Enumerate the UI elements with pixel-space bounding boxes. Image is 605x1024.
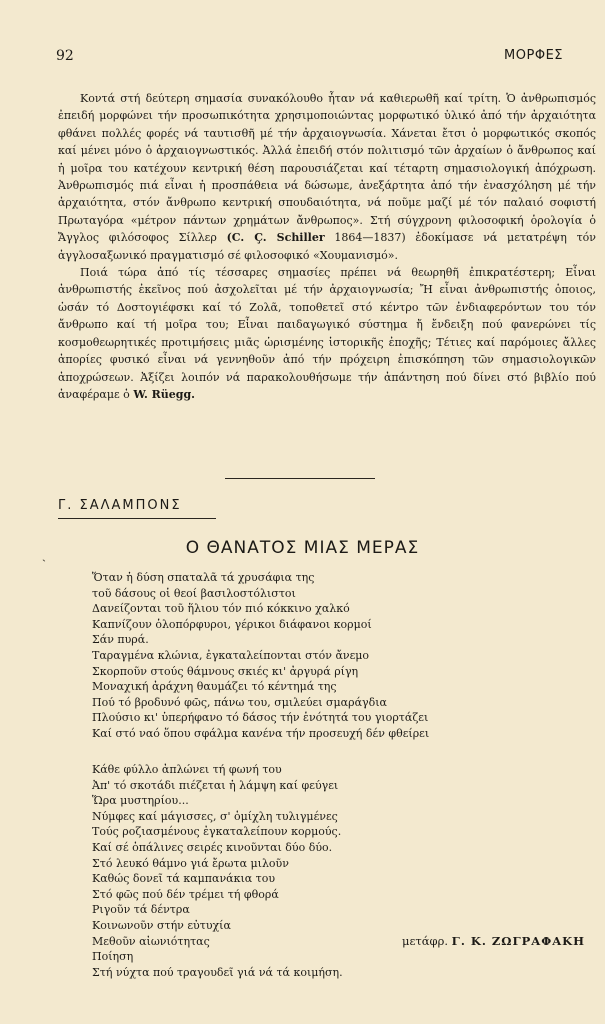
page-number: 92 <box>56 48 74 64</box>
paragraph-1-bold: (C. Ç. Schiller <box>226 231 325 245</box>
poem-line: Στή νύχτα πού τραγουδεῖ γιά νά τά κοιμήση. <box>92 965 343 979</box>
poem-line: Μεθοῦν αἰωνιότητας <box>92 934 210 948</box>
poem-line: Πού τό βροδυνό φῶς, πάνω του, σμιλεύει σμαράγδια <box>92 695 387 709</box>
poem-line: Δανείζονται τοῦ ἥλιου τόν πιό κόκκινο χαλκό <box>92 602 350 616</box>
poem-line: Κάθε φύλλο ἀπλώνει τή φωνή του <box>92 763 282 776</box>
poem-line: Ὥρα μυστηρίου... <box>92 794 189 808</box>
poem-line: Ὅταν ἡ δύση σπαταλᾶ τά χρυσάφια της <box>92 571 315 584</box>
section-divider <box>225 478 375 479</box>
poem-line: Κοινωνοῦν στήν εὐτυχία <box>92 918 231 932</box>
margin-mark: ˎ <box>42 548 46 562</box>
poem-line: Σάν πυρά. <box>92 633 149 647</box>
poem-line: Καί στό ναό ὅπου σφάλμα κανένα τήν προσευχή δέν φθείρει <box>92 726 430 740</box>
poem-line: Τούς ροζιασμένους ἐγκαταλείπουν κορμούς. <box>92 825 342 839</box>
poem-line: Μοναχική ἀράχνη θαυμάζει τό κέντημά της <box>92 680 337 694</box>
poem-line: Ἀπ' τό σκοτάδι πιέζεται ἡ λάμψη καί φεύγει <box>92 778 339 792</box>
translator-prefix: μετάφρ. <box>401 934 448 948</box>
poem-author: Γ. ΣΑΛΑΜΠΟΝΣ <box>58 498 182 513</box>
poem-line: Στό λευκό θάμνο γιά ἔρωτα μιλοῦν <box>92 856 289 870</box>
poem-author-underline <box>58 518 216 519</box>
poem-line: Ποίηση <box>92 950 134 964</box>
poem-line: Σκορποῦν στούς θάμνους σκιές κι' ἀργυρά ρίγη <box>92 664 359 678</box>
poem-line: Καθώς δονεῖ τά καμπανάκια του <box>92 872 276 886</box>
poem-line: τοῦ δάσους οἱ θεοί βασιλοστόλιστοι <box>92 586 296 600</box>
translator-credit <box>402 934 585 948</box>
poem-line: Ριγοῦν τά δέντρα <box>92 903 190 917</box>
paragraph-1 <box>58 90 596 264</box>
paragraph-2 <box>58 264 596 403</box>
poem-line: Πλούσιο κι' ὑπερήφανο τό δάσος τήν ἑνότητά του γιορτάζει <box>92 711 429 725</box>
translator-name: Γ. Κ. ΖΩΓΡΑΦΑΚΗ <box>451 934 585 948</box>
paragraph-1-text: Κοντά στή δεύτερη σημασία συνακόλουθο ἦταν νά καθιερωθῆ καί τρίτη. Ὁ ἀνθρωπισμός ἐπειδή μορφώνει τήν προσωπικότητα χρησιμοποιώντας μορφωτικό ὑλικό ἀπό τήν ἀρχαιότητα φθάνει πολλές φορές νά ταυτισθῆ μέ τήν ἀρχαιογνωσία. Χάνεται ἔτσι ὁ μορφωτικός σκοπός καί μένει μόνο ὁ ἀρχαιογνωστικός. Ἀλλά ἐπειδή στόν πολιτισμό τῶν ἀρχαίων ὁ ἄνθρωπος καί ἡ μοῖρα του κατέχουν κεντρική θέση παρουσιάζεται καί τέταρτη σημασιολογική ἀπόχρωση. Ἀνθρωπισμός πιά εἶναι ἡ προσπάθεια νά δώσωμε, ἀνεξάρτητα ἀπό τήν ἐνασχόληση μέ τήν ἀρχαιότητα, στόν ἄνθρωπο κεντρική σπουδαιότητα, νά ποῦμε μαζί μέ τόν παλαιό σοφιστή Πρωταγόρα «μέτρον πάντων χρημάτων ἄνθρωπος». Στή σύγχρονη φιλοσοφική ὁρολογία ὁ Ἄγγλος φιλόσοφος Σίλλερ <box>58 92 596 245</box>
poem-stanza-1 <box>92 570 602 742</box>
poem-line: Καί σέ ὁπάλινες σειρές κινοῦνται δύο δύο. <box>92 840 333 854</box>
poem-line: Νύμφες καί μάγισσες, σ' ὁμίχλη τυλιγμένες <box>92 809 338 823</box>
poem-title: Ο ΘΑΝΑΤΟΣ ΜΙΑΣ ΜΕΡΑΣ <box>185 538 420 558</box>
poem-line: Καπνίζουν ὁλοπόρφυροι, γέρικοι διάφανοι κορμοί <box>92 617 372 631</box>
paragraph-2-bold: W. Rüegg. <box>133 387 195 401</box>
running-title: ΜΟΡΦΕΣ <box>504 48 563 63</box>
paragraph-1-end: 1864—1837) ἐδοκίμασε νά μετατρέψη τόν ἀγγλοσαξωνικό πραγματισμό σέ φιλοσοφικό «Χουμανισμό». <box>58 231 596 262</box>
poem-line: Στό φῶς πού δέν τρέμει τή φθορά <box>92 887 279 901</box>
poem-line: Ταραγμένα κλώνια, ἐγκαταλείπονται στόν ἄνεμο <box>92 648 370 662</box>
article-body <box>58 90 596 403</box>
paragraph-2-text: Ποιά τώρα ἀπό τίς τέσσαρες σημασίες πρέπει νά θεωρηθῆ ἐπικρατέστερη; Εἶναι ἀνθρωπιστής ἐκεῖνος πού ἀσχολεῖται μέ τήν ἀρχαιογνωσία; Ἤ εἶναι ἀνθρωπιστής ὁποιος, ὡσάν τό Δοστογιέφσκι καί τό Ζολᾶ, τοποθετεῖ στό κέντρο τῶν ἐνδιαφερόντων του τόν ἄνθρωπο καί τή μοῖρα του; Εἶναι παιδαγωγικό σύστημα ἤ ἔνδειξη πού φανερώνει τίς κοσμοθεωρητικές προτιμήσεις μιᾶς ὡρισμένης ἱστορικῆς ἐποχῆς; Τέτιες καί παρόμοιες ἄλλες ἀπορίες φυσικό εἶναι νά γεννηθοῦν ἀπό τήν πρόχειρη ἐπισκόπηση τῶν σημασιολογικῶν ἀποχρώσεων. Ἀξίζει λοιπόν νά παρακολουθήσωμε τήν ἀπάντηση πού δίνει στό βιβλίο πού ἀναφέραμε ὁ <box>58 266 596 401</box>
